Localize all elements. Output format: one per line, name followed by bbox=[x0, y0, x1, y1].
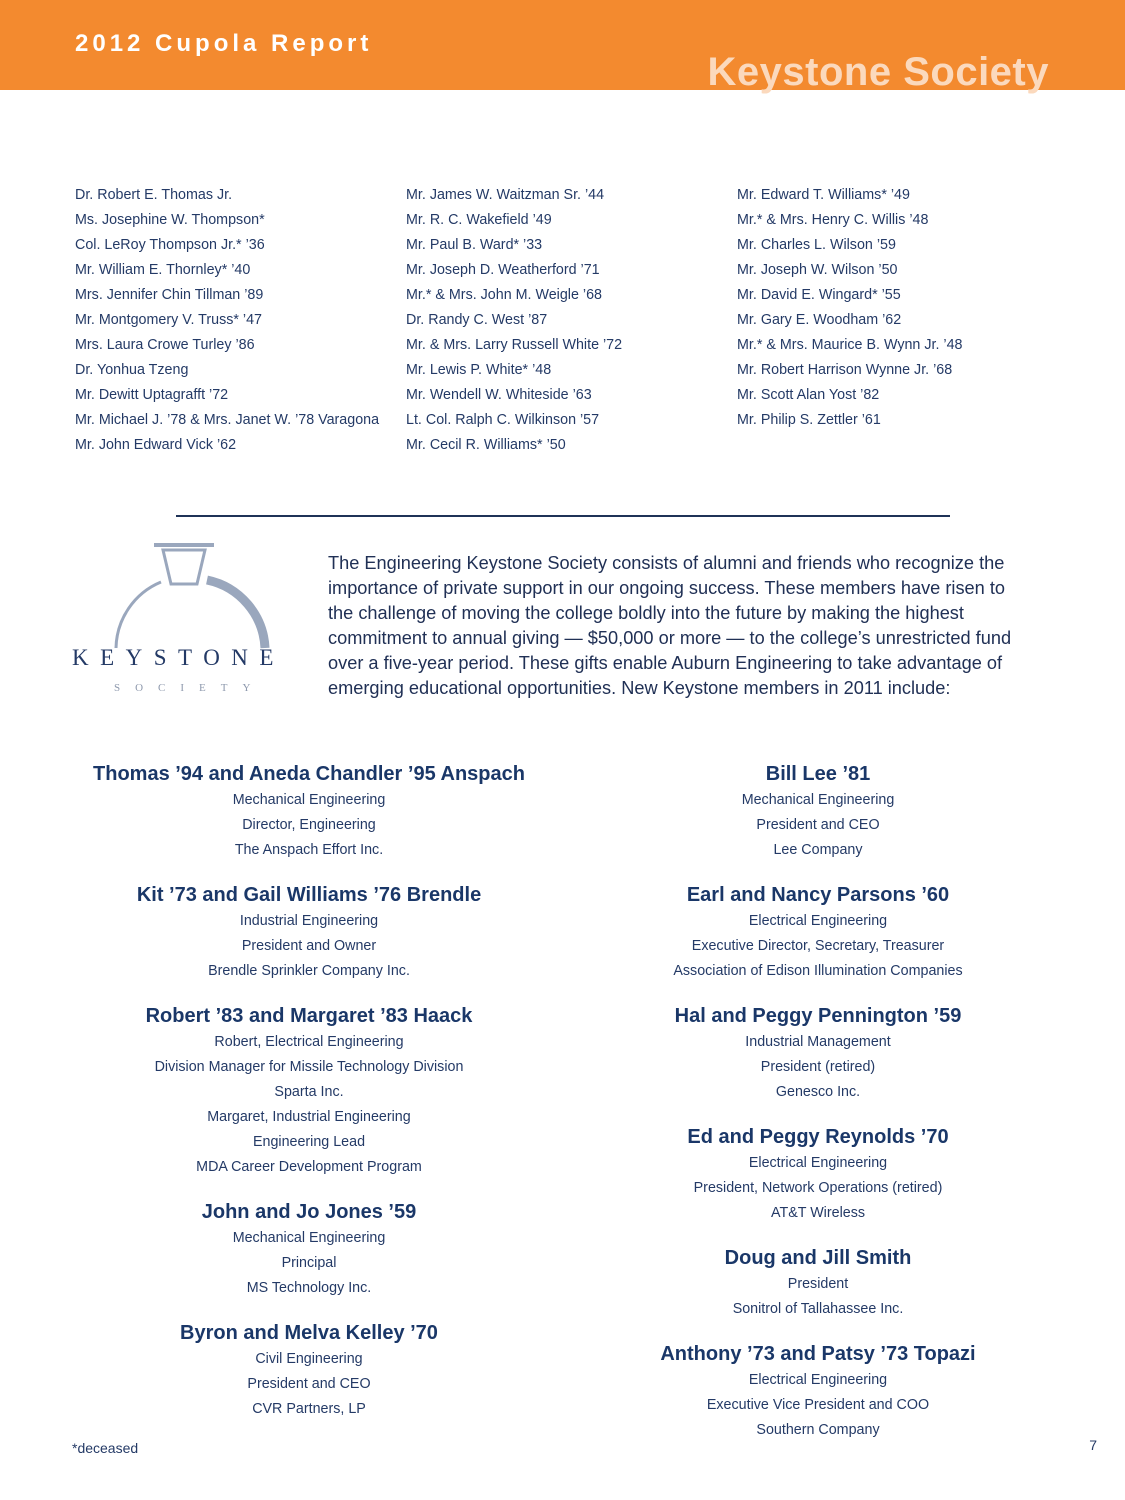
member-detail: Margaret, Industrial Engineering bbox=[207, 1109, 411, 1125]
member-detail: Mechanical Engineering bbox=[232, 1230, 386, 1246]
donor-name: Col. LeRoy Thompson Jr.* ’36 bbox=[75, 237, 265, 253]
logo-subword: SOCIETY bbox=[114, 682, 266, 694]
donor-name: Mr. Gary E. Woodham ’62 bbox=[737, 312, 902, 328]
member-entry bbox=[588, 881, 1048, 984]
member-detail: Mechanical Engineering bbox=[232, 792, 386, 808]
member-detail: President and CEO bbox=[756, 817, 880, 833]
member-detail: Engineering Lead bbox=[252, 1134, 366, 1150]
logo-wordmark: KEYSTONE bbox=[72, 645, 285, 670]
donor-list-column-2 bbox=[406, 183, 726, 458]
donor-name: Mr. Wendell W. Whiteside ’63 bbox=[406, 387, 592, 403]
member-entry bbox=[79, 1198, 539, 1301]
member-detail: Sparta Inc. bbox=[274, 1084, 344, 1100]
member-entry bbox=[79, 760, 539, 863]
member-detail: Electrical Engineering bbox=[748, 1372, 888, 1388]
member-detail: Executive Vice President and COO bbox=[706, 1397, 930, 1413]
donor-name: Dr. Robert E. Thomas Jr. bbox=[75, 187, 233, 203]
member-detail: Civil Engineering bbox=[255, 1351, 363, 1367]
donor-name: Mr.* & Mrs. John M. Weigle ’68 bbox=[406, 287, 602, 303]
member-detail: Director, Engineering bbox=[242, 817, 376, 833]
member-detail: The Anspach Effort Inc. bbox=[234, 842, 384, 858]
member-entry bbox=[79, 1319, 539, 1422]
member-name: Anthony ’73 and Patsy ’73 Topazi bbox=[660, 1343, 976, 1365]
donor-name: Mrs. Laura Crowe Turley ’86 bbox=[75, 337, 255, 353]
donor-name: Dr. Randy C. West ’87 bbox=[406, 312, 548, 328]
member-entry bbox=[588, 1002, 1048, 1105]
donor-name: Mr. James W. Waitzman Sr. ’44 bbox=[406, 187, 605, 203]
member-detail: Electrical Engineering bbox=[748, 913, 888, 929]
member-detail: Sonitrol of Tallahassee Inc. bbox=[732, 1301, 904, 1317]
member-name: Thomas ’94 and Aneda Chandler ’95 Anspach bbox=[93, 763, 525, 785]
member-name: Bill Lee ’81 bbox=[765, 763, 871, 785]
member-detail: Industrial Management bbox=[745, 1034, 891, 1050]
donor-name: Mr. John Edward Vick ’62 bbox=[75, 437, 237, 453]
donor-name: Mr. Scott Alan Yost ’82 bbox=[737, 387, 880, 403]
member-detail: President bbox=[787, 1276, 849, 1292]
member-detail: Genesco Inc. bbox=[775, 1084, 861, 1100]
keystone-arch-icon bbox=[116, 543, 265, 648]
donor-name: Mr. R. C. Wakefield ’49 bbox=[406, 212, 552, 228]
member-name: John and Jo Jones ’59 bbox=[201, 1201, 417, 1223]
member-detail: Brendle Sprinkler Company Inc. bbox=[208, 963, 410, 979]
member-detail: President and Owner bbox=[241, 938, 377, 954]
member-entry bbox=[588, 1123, 1048, 1226]
report-title: 2012 Cupola Report bbox=[75, 30, 373, 57]
member-detail: Industrial Engineering bbox=[239, 913, 379, 929]
member-detail: CVR Partners, LP bbox=[252, 1401, 366, 1417]
donor-name: Mr. David E. Wingard* ’55 bbox=[737, 287, 901, 303]
member-detail: Lee Company bbox=[773, 842, 863, 858]
member-detail: Robert, Electrical Engineering bbox=[214, 1034, 404, 1050]
donor-name: Mr. Robert Harrison Wynne Jr. ’68 bbox=[737, 362, 953, 378]
member-detail: Electrical Engineering bbox=[748, 1155, 888, 1171]
member-name: Earl and Nancy Parsons ’60 bbox=[686, 884, 950, 906]
member-detail: Division Manager for Missile Technology Division bbox=[154, 1059, 464, 1075]
donor-name: Mr. Paul B. Ward* ’33 bbox=[406, 237, 543, 253]
donor-name: Dr. Yonhua Tzeng bbox=[75, 362, 189, 378]
donor-name: Mr. Joseph D. Weatherford ’71 bbox=[406, 262, 600, 278]
member-entry bbox=[588, 760, 1048, 863]
member-detail: Association of Edison Illumination Companies bbox=[673, 963, 963, 979]
member-detail: President (retired) bbox=[760, 1059, 876, 1075]
donor-name: Mr. Montgomery V. Truss* ’47 bbox=[75, 312, 262, 328]
member-name: Robert ’83 and Margaret ’83 Haack bbox=[145, 1005, 473, 1027]
member-name: Kit ’73 and Gail Williams ’76 Brendle bbox=[136, 884, 482, 906]
member-detail: AT&T Wireless bbox=[771, 1205, 865, 1221]
member-name: Ed and Peggy Reynolds ’70 bbox=[687, 1126, 949, 1148]
new-members-right-column bbox=[588, 760, 1048, 1461]
member-entry bbox=[588, 1244, 1048, 1322]
donor-name: Ms. Josephine W. Thompson* bbox=[75, 212, 265, 228]
member-detail: President and CEO bbox=[247, 1376, 371, 1392]
donor-name: Mr. Edward T. Williams* ’49 bbox=[737, 187, 910, 203]
donor-name: Mr. William E. Thornley* ’40 bbox=[75, 262, 251, 278]
member-detail: Executive Director, Secretary, Treasurer bbox=[691, 938, 945, 954]
donor-name: Mr. Dewitt Uptagrafft ’72 bbox=[75, 387, 229, 403]
header-banner bbox=[0, 0, 1125, 94]
donor-list-column-1 bbox=[75, 183, 395, 458]
section-title: Keystone Society bbox=[707, 50, 1049, 94]
donor-list-column-3 bbox=[737, 183, 1057, 433]
member-name: Byron and Melva Kelley ’70 bbox=[180, 1322, 438, 1344]
keystone-society-logo bbox=[70, 540, 310, 700]
member-detail: President, Network Operations (retired) bbox=[693, 1180, 943, 1196]
donor-name: Mr. Charles L. Wilson ’59 bbox=[737, 237, 896, 253]
section-divider bbox=[176, 515, 950, 517]
page-number: 7 bbox=[1089, 1437, 1097, 1453]
member-detail: Southern Company bbox=[756, 1422, 880, 1438]
donor-name: Mr.* & Mrs. Henry C. Willis ’48 bbox=[737, 212, 929, 228]
member-detail: MS Technology Inc. bbox=[246, 1280, 372, 1296]
donor-name: Mr. Joseph W. Wilson ’50 bbox=[737, 262, 898, 278]
donor-name: Mr. & Mrs. Larry Russell White ’72 bbox=[406, 337, 623, 353]
member-entry bbox=[79, 881, 539, 984]
member-detail: Mechanical Engineering bbox=[741, 792, 895, 808]
member-name: Hal and Peggy Pennington ’59 bbox=[674, 1005, 962, 1027]
intro-paragraph: The Engineering Keystone Society consists of alumni and friends who recognize the importance of private support in our ongoing success. These members have risen to the challenge of moving the college boldly into the future by making the highest commitment to annual giving — $50,000 or more — to the college’s unrestricted fund over a five-year period. These gifts enable Auburn Engineering to take advantage of emerging educational opportunities. New Keystone members in 2011 include: bbox=[328, 553, 1012, 698]
donor-name: Mr. Cecil R. Williams* ’50 bbox=[406, 437, 566, 453]
donor-name: Mr. Michael J. ’78 & Mrs. Janet W. ’78 Varagona bbox=[75, 412, 380, 428]
member-entry bbox=[79, 1002, 539, 1180]
member-name: Doug and Jill Smith bbox=[724, 1247, 912, 1269]
deceased-footnote: *deceased bbox=[72, 1440, 139, 1456]
donor-name: Lt. Col. Ralph C. Wilkinson ’57 bbox=[406, 412, 600, 428]
new-members-left-column bbox=[79, 760, 539, 1440]
donor-name: Mr.* & Mrs. Maurice B. Wynn Jr. ’48 bbox=[737, 337, 963, 353]
donor-name: Mrs. Jennifer Chin Tillman ’89 bbox=[75, 287, 264, 303]
member-detail: MDA Career Development Program bbox=[196, 1159, 422, 1175]
donor-name: Mr. Lewis P. White* ’48 bbox=[406, 362, 552, 378]
donor-name: Mr. Philip S. Zettler ’61 bbox=[737, 412, 881, 428]
member-detail: Principal bbox=[281, 1255, 337, 1271]
member-entry bbox=[588, 1340, 1048, 1443]
